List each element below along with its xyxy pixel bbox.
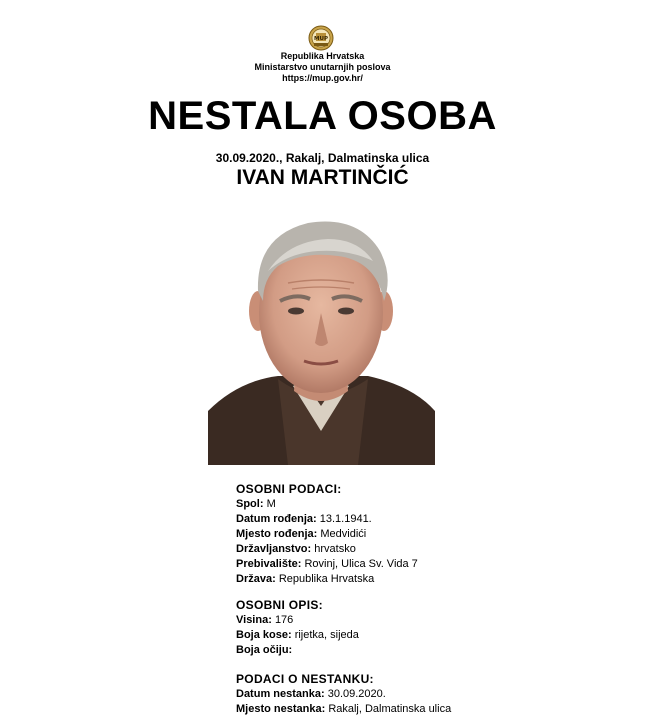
agency-ministry: Ministarstvo unutarnjih poslova [254, 62, 391, 72]
emblem-text: MUP [314, 36, 328, 42]
disappearance-title: PODACI O NESTANKU: [236, 672, 374, 686]
description-section [236, 598, 359, 658]
personal-row-birth-place: Mjesto rođenja: Medvidići [236, 528, 367, 540]
disappearance-row-place: Mjesto nestanka: Rakalj, Dalmatinska ulica [236, 703, 452, 715]
description-row-height: Visina: 176 [236, 614, 294, 626]
page-title: NESTALA OSOBA [148, 94, 497, 138]
person-photo [208, 201, 435, 465]
personal-data-title: OSOBNI PODACI: [236, 482, 342, 496]
description-title: OSOBNI OPIS: [236, 598, 323, 612]
personal-row-birth-date: Datum rođenja: 13.1.1941. [236, 513, 372, 525]
agency-country: Republika Hrvatska [280, 51, 365, 61]
description-row-eyes: Boja očiju: [236, 644, 293, 656]
personal-row-citizenship: Državljanstvo: hrvatsko [236, 543, 356, 555]
portrait-icon [208, 201, 435, 465]
personal-row-sex: Spol: M [236, 498, 276, 510]
description-row-hair: Boja kose: rijetka, sijeda [236, 629, 359, 641]
date-location-line: 30.09.2020., Rakalj, Dalmatinska ulica [215, 151, 430, 165]
disappearance-row-date: Datum nestanka: 30.09.2020. [236, 688, 386, 700]
person-name: IVAN MARTINČIĆ [236, 166, 409, 189]
personal-row-country: Država: Republika Hrvatska [236, 573, 375, 585]
personal-data-section [236, 482, 418, 587]
personal-row-residence: Prebivalište: Rovinj, Ulica Sv. Vida 7 [236, 558, 418, 570]
agency-url[interactable]: https://mup.gov.hr/ [282, 73, 363, 83]
police-crest-icon [308, 25, 334, 51]
disappearance-section [236, 672, 451, 717]
